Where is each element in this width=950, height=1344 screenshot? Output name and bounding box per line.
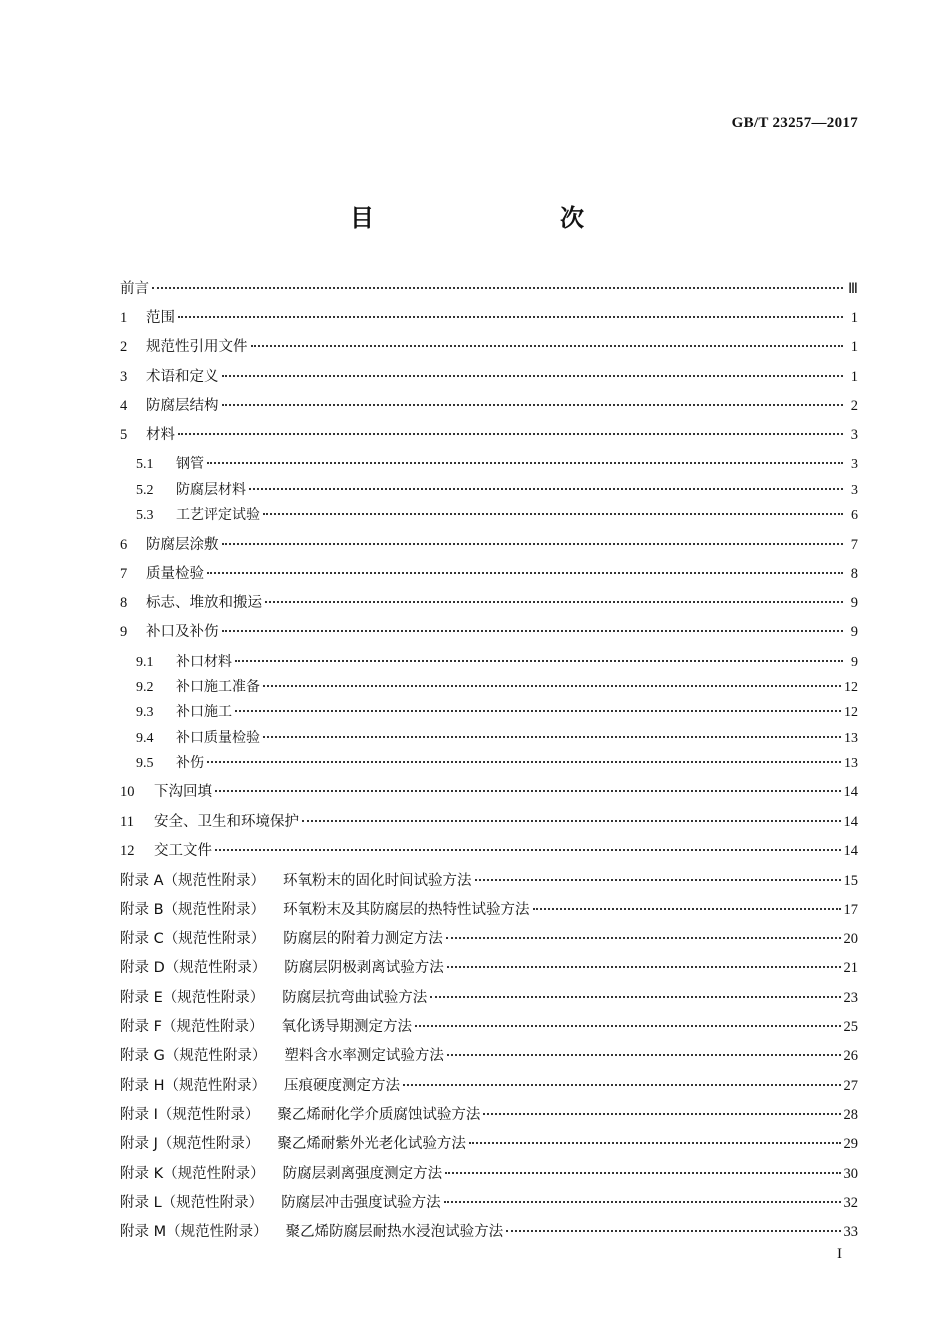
dot-leader [263,735,841,738]
toc-entry-page: 32 [843,1195,858,1211]
toc-entry-number: 附录 G（规范性附录） [120,1048,267,1064]
toc-entry-number: 12 [120,843,135,859]
toc-entry[interactable] [120,563,858,585]
toc-entry-page: 3 [851,457,858,472]
toc-entry-page: 15 [843,873,858,889]
toc-entry-number: 7 [120,566,128,582]
toc-entry-number: 附录 K（规范性附录） [120,1166,265,1182]
toc-entry-title: 聚乙烯耐紫外光老化试验方法 [277,1136,466,1152]
dot-leader [222,542,844,545]
toc-entry-title: 聚乙烯耐化学介质腐蚀试验方法 [277,1107,481,1123]
dot-leader [447,965,841,968]
dot-leader [249,487,843,490]
toc-entry[interactable] [136,453,858,475]
dot-leader [415,1024,841,1027]
toc-entry-title: 环氧粉末及其防腐层的热特性试验方法 [283,902,530,918]
toc-entry[interactable] [120,1016,858,1038]
toc-entry[interactable] [120,278,858,300]
toc-entry-page: 1 [850,339,858,355]
toc-entry-title: 防腐层结构 [146,398,219,414]
toc-entry[interactable] [120,1075,858,1097]
toc-entry-page: 1 [850,369,858,385]
toc-entry-page: Ⅲ [848,281,858,297]
toc-entry[interactable] [136,727,858,749]
dot-leader [251,344,844,347]
toc-entry-title: 规范性引用文件 [146,339,248,355]
toc-entry-number: 附录 B（规范性附录） [120,902,266,918]
dot-leader [207,571,843,574]
toc-entry-page: 6 [851,508,858,523]
toc-entry-page: 33 [843,1224,858,1240]
toc-entry-title: 防腐层剥离强度测定方法 [282,1166,443,1182]
page-title: 目 次 [350,204,630,232]
toc-entry-page: 20 [843,931,858,947]
dot-leader [222,629,844,632]
toc-entry-title: 补口质量检验 [176,730,260,746]
toc-entry-title: 工艺评定试验 [176,507,260,523]
toc-entry-number: 10 [120,784,135,800]
toc-entry-page: 9 [850,624,858,640]
toc-entry-number: 4 [120,398,128,414]
toc-entry-title: 防腐层的附着力测定方法 [283,931,443,947]
toc-entry-title: 补口施工 [176,704,232,720]
toc-entry-title: 氧化诱导期测定方法 [281,1019,412,1035]
dot-leader [235,709,841,712]
toc-entry-title: 安全、卫生和环境保护 [154,814,299,830]
dot-leader [403,1083,840,1086]
toc-entry-title: 防腐层涂敷 [146,537,219,553]
toc-entry-title: 环氧粉末的固化时间试验方法 [283,873,472,889]
toc-entry[interactable] [120,899,858,921]
toc-entry[interactable] [120,870,858,892]
toc-entry-page: 28 [843,1107,858,1123]
toc-entry-number: 9.2 [136,680,154,695]
toc-entry-number: 附录 L（规范性附录） [120,1195,264,1211]
toc-entry-page: 13 [844,731,858,746]
toc-entry-number: 附录 A（规范性附录） [120,873,266,889]
toc-entry-page: 8 [850,566,858,582]
toc-entry-title: 防腐层阴极剥离试验方法 [284,960,444,976]
dot-leader [222,374,844,377]
toc-entry[interactable] [120,1192,858,1214]
toc-entry-page: 14 [843,814,858,830]
toc-entry-page: 14 [843,784,858,800]
toc-entry[interactable] [136,752,858,774]
toc-entry-page: 7 [850,537,858,553]
dot-leader [469,1141,841,1144]
toc-entry[interactable] [120,987,858,1009]
footer-page-number: I [837,1246,842,1262]
toc-entry-title: 防腐层冲击强度试验方法 [281,1195,441,1211]
toc-entry[interactable] [136,479,858,501]
toc-entry[interactable] [120,781,858,803]
toc-entry[interactable] [120,307,858,329]
toc-entry-page: 29 [843,1136,858,1152]
toc-entry-title: 塑料含水率测定试验方法 [284,1048,444,1064]
toc-entry[interactable] [120,592,858,614]
toc-entry-number: 1 [120,310,128,326]
toc-entry-page: 3 [850,427,858,443]
toc-entry-title: 质量检验 [146,566,204,582]
dot-leader [178,315,843,318]
toc-entry-number: 5.1 [136,457,154,472]
toc-entry[interactable] [120,336,858,358]
toc-entry-number: 9.4 [136,731,154,746]
dot-leader [178,432,843,435]
dot-leader [222,403,844,406]
toc-entry-number: 2 [120,339,128,355]
toc-entry-page: 12 [844,705,858,720]
toc-entry-number: 5 [120,427,128,443]
dot-leader [446,936,841,939]
toc-entry-page: 30 [843,1166,858,1182]
toc-entry-title: 补口及补伤 [146,624,219,640]
toc-entry-number: 11 [120,814,134,830]
toc-entry-title: 前言 [120,281,149,297]
toc-entry[interactable] [120,840,858,862]
toc-entry-page: 14 [843,843,858,859]
dot-leader [483,1112,840,1115]
toc-entry-number: 9 [120,624,128,640]
toc-entry[interactable] [136,651,858,673]
toc-entry[interactable] [120,424,858,446]
toc-entry-title: 下沟回填 [154,784,212,800]
toc-entry[interactable] [120,621,858,643]
toc-entry[interactable] [120,1045,858,1067]
toc-entry-number: 5.2 [136,483,154,498]
toc-entry-page: 21 [843,960,858,976]
toc-entry-page: 23 [843,990,858,1006]
toc-entry-number: 3 [120,369,128,385]
toc-entry-page: 9 [850,595,858,611]
toc-entry-title: 补伤 [176,755,204,771]
dot-leader [152,286,843,289]
toc-entry-title: 标志、堆放和搬运 [146,595,262,611]
toc-entry-title: 防腐层抗弯曲试验方法 [282,990,428,1006]
toc-entry[interactable] [136,504,858,526]
dot-leader [533,907,841,910]
toc-entry-number: 附录 D（规范性附录） [120,960,267,976]
toc-entry[interactable] [120,1221,858,1243]
toc-entry-title: 范围 [146,310,175,326]
dot-leader [447,1053,841,1056]
toc-entry-page: 26 [843,1048,858,1064]
toc-entry-page: 1 [850,310,858,326]
toc-entry[interactable] [136,676,858,698]
dot-leader [215,848,841,851]
dot-leader [506,1229,840,1232]
toc-entry-number: 8 [120,595,128,611]
dot-leader [263,512,843,515]
toc-entry-title: 补口施工准备 [176,679,260,695]
toc-entry[interactable] [120,534,858,556]
toc-entry-number: 附录 F（规范性附录） [120,1019,264,1035]
toc-entry-number: 附录 I（规范性附录） [120,1107,260,1123]
toc-entry-page: 9 [851,655,858,670]
toc-entry[interactable] [120,366,858,388]
toc-entry[interactable] [120,1163,858,1185]
toc-entry-page: 13 [844,756,858,771]
toc-entry-number: 9.1 [136,655,154,670]
toc-entry-title: 防腐层材料 [176,482,246,498]
toc-entry-title: 交工文件 [154,843,212,859]
dot-leader [302,819,841,822]
toc-entry-page: 12 [844,680,858,695]
dot-leader [235,659,843,662]
dot-leader [207,760,841,763]
dot-leader [207,461,843,464]
dot-leader [430,995,840,998]
toc-entry-page: 25 [843,1019,858,1035]
toc-entry[interactable] [120,1133,858,1155]
toc-entry-title: 聚乙烯防腐层耐热水浸泡试验方法 [285,1224,504,1240]
toc-entry-number: 9.3 [136,705,154,720]
dot-leader [263,684,841,687]
toc-entry-title: 术语和定义 [146,369,219,385]
toc-entry-number: 6 [120,537,128,553]
toc-entry[interactable] [120,928,858,950]
toc-entry-title: 材料 [146,427,175,443]
toc-entry-number: 附录 E（规范性附录） [120,990,265,1006]
toc-entry[interactable] [120,1104,858,1126]
toc-entry[interactable] [120,957,858,979]
toc-entry-page: 17 [843,902,858,918]
toc-entry[interactable] [120,811,858,833]
toc-entry-page: 27 [843,1078,858,1094]
dot-leader [265,600,843,603]
toc-entry-number: 附录 M（规范性附录） [120,1224,268,1240]
toc-entry-number: 附录 H（规范性附录） [120,1078,267,1094]
toc-entry-page: 3 [851,483,858,498]
toc-entry-title: 压痕硬度测定方法 [284,1078,401,1094]
doc-number: GB/T 23257—2017 [731,115,858,131]
toc-entry-number: 附录 C（规范性附录） [120,931,266,947]
toc-entry-number: 附录 J（规范性附录） [120,1136,260,1152]
toc-entry[interactable] [136,701,858,723]
toc-entry-page: 2 [850,398,858,414]
dot-leader [445,1171,840,1174]
dot-leader [444,1200,841,1203]
dot-leader [215,789,841,792]
toc-entry-title: 补口材料 [176,654,232,670]
toc-entry[interactable] [120,395,858,417]
toc-entry-number: 9.5 [136,756,154,771]
toc-entry-title: 钢管 [176,456,204,472]
toc-entry-number: 5.3 [136,508,154,523]
dot-leader [475,878,841,881]
